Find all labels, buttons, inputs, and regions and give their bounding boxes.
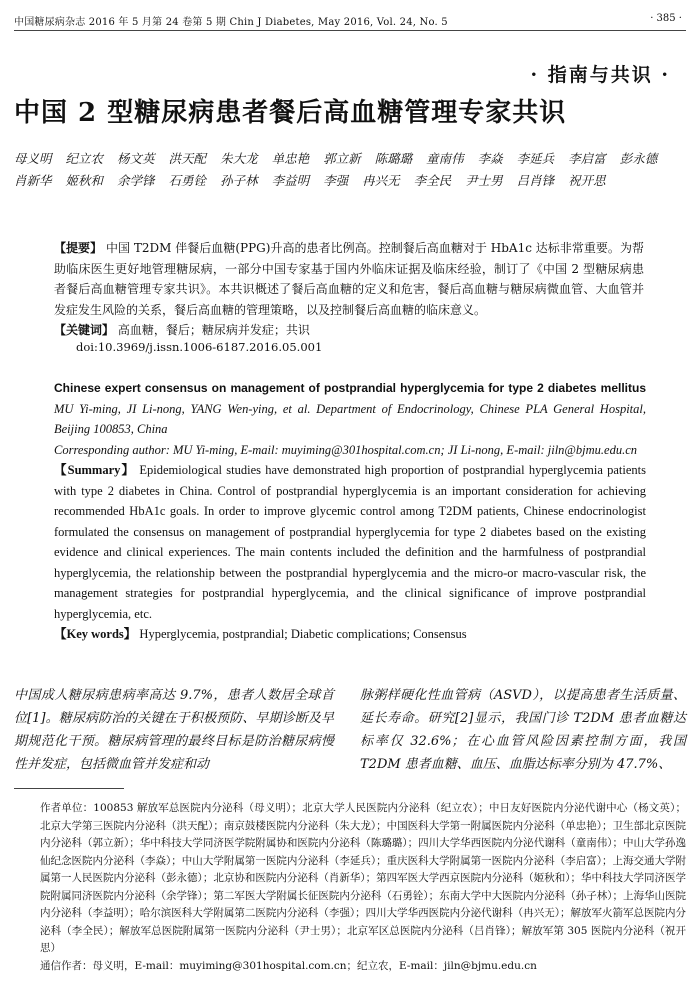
corresponding-author: Corresponding author: MU Yi-ming, E-mail: muyiming@301hospital.com.cn; JI Li-nong, E-mail: jiln@bjmu.edu.cn [54,442,638,457]
author-name: 童南伟 [426,151,464,166]
keywords-text: 高血糖，餐后；糖尿病并发症；共识 [117,323,310,337]
section-label: · 指南与共识 · [530,64,670,86]
author-name: 郭立新 [323,151,361,166]
author-name: 母义明 [14,151,52,166]
author-name: 李延兵 [516,151,555,166]
author-name: 李全民 [413,173,452,188]
author-list [14,148,694,192]
journal-citation: 中国糖尿病杂志 2016 年 5 月第 24 卷第 5 期 Chin J Diabetes, May 2016, Vol. 24, No. 5 [14,17,448,28]
chinese-abstract [54,238,644,341]
summary-text: Epidemiological studies have demonstrated high proportion of postprandial hyperglycemia patients with type 2 diabetes in China. Control of postprandial hyperglycemia is an important consideration for achieving recommended HbA1c goals. In order to improve glycemic control among T2DM patients, Chinese endocrinologist formulated the consensus on management of postprandial hyperglycemia for type 2 diabetes based on the existing evidence and clinical experiences. The main contents included the definition and the harmfulness of postprandial hyperglycemia, the relationship between the postprandial hyperglycemia and the micro-or macro-vascular risk, the management strategies for postprandial hyperglycemia, and the clinical significance of improve postprandial hyperglycemia, etc. [54,463,646,621]
contact-info: 通信作者：母义明，E-mail：muyiming@301hospital.com.cn；纪立农，E-mail：jiln@bjmu.edu.cn [40,959,537,972]
author-name: 杨文英 [117,151,155,166]
footnote [14,800,686,975]
body-column-left: 中国成人糖尿病患病率高达 9.7%，患者人数居全球首位[1]。糖尿病防治的关键在于积极预防、早期诊断及早期规范化干预。糖尿病管理的最终目标是防治糖尿病慢性并发症，包括微血管并发症和动 [14,688,334,772]
author-name: 李强 [323,173,349,188]
english-title: Chinese expert consensus on management of postprandial hyperglycemia for type 2 diabetes mellitus [54,381,646,395]
author-affiliations: 作者单位：100853 解放军总医院内分泌科（母义明）；北京大学人民医院内分泌科（纪立农）；中日友好医院内分泌代谢中心（杨文英）；北京大学第三医院内分泌科（洪天配）；南京鼓楼医院内分泌科（朱大龙）；中国医科大学第一附属医院内分泌科（单忠艳）；卫生部北京医院内分泌科（郭立新）；华中科技大学同济医学院附属协和医院内分泌科（陈璐璐）；四川大学华西医院内分泌代谢科（童南伟）；中山大学孙逸仙纪念医院内分泌科（李焱）；中山大学附属第一医院内分泌科（李延兵）；重庆医科大学附属第一医院内分泌科（李启富）；上海交通大学附属第一人民医院内分泌科（彭永德）；北京协和医院内分泌科（肖新华）；第四军医大学西京医院内分泌科（姬秋和）；华中科技大学同济医学院附属同济医院内分泌科（余学锋）；第二军医大学附属长征医院内分泌科（石勇铨）；东南大学中大医院内分泌科（孙子林）；上海华山医院内分泌科（李益明）；哈尔滨医科大学附属第二医院内分泌科（李强）；四川大学华西医院内分泌代谢科（冉兴无）；解放军火箭军总医院内分泌科（李全民）；解放军总医院附属第一医院内分泌科（尹士男）；北京军区总医院内分泌科（吕肖锋）；解放军第 305 医院内分泌科（祝开思） [40,802,686,954]
author-name: 冉兴无 [362,173,400,188]
author-name: 孙子林 [220,173,258,188]
author-name: 单忠艳 [271,151,310,166]
keywords-label: 【关键词】 [54,323,115,337]
author-name: 祝开思 [568,173,606,188]
abstract-text: 中国 T2DM 伴餐后血糖(PPG)升高的患者比例高。控制餐后高血糖对于 HbA1c 达标非常重要。为帮助临床医生更好地管理糖尿病，一部分中国专家基于国内外临床证据及临床经验，制订了《中国 2 型糖尿病患者餐后高血糖管理专家共识》。本共识概述了餐后高血糖的定义和危害，餐后高血糖与糖尿病微血管、大血管并发症发生风险的关系，餐后高血糖的管理策略，以及控制餐后高血糖的临床意义。 [54,241,644,317]
abstract-label: 【提要】 [54,241,103,255]
author-name: 肖新华 [14,173,52,188]
en-keywords-text: Hyperglycemia, postprandial; Diabetic complications; Consensus [139,627,467,641]
running-header [14,12,686,31]
author-name: 李启富 [568,151,606,166]
author-name: 姬秋和 [65,173,104,188]
english-authors: MU Yi-ming, JI Li-nong, YANG Wen-ying, et al. Department of Endocrinology, Chinese PLA General Hospital, Beijing 100853, China [54,401,646,436]
en-keywords-label: 【Key words】 [54,627,137,641]
author-name: 彭永德 [619,151,658,166]
author-name: 陈璐璐 [374,151,413,166]
footnote-divider [14,788,124,789]
english-abstract [54,378,646,645]
author-name: 李焱 [477,151,503,166]
author-name: 吕肖锋 [516,173,555,188]
author-name: 石勇铨 [168,173,207,188]
author-name: 余学锋 [117,173,155,188]
doi: doi:10.3969/j.issn.1006-6187.2016.05.001 [76,340,323,354]
summary-label: 【Summary】 [54,463,136,477]
author-name: 李益明 [271,173,310,188]
author-name: 尹士男 [465,173,503,188]
page-number: · 385 · [650,13,682,24]
body-column-right: 脉粥样硬化性血管病（ASVD），以提高患者生活质量、延长寿命。研究[2]显示，我国门诊 T2DM 患者血糖达标率仅 32.6%；在心血管风险因素控制方面，我国 T2DM 患者血糖、血压、血脂达标率分别为 47.7%、 [360,688,686,772]
author-name: 朱大龙 [220,151,258,166]
author-name: 洪天配 [168,151,207,166]
author-name: 纪立农 [65,151,104,166]
article-title: 中国 2 型糖尿病患者餐后高血糖管理专家共识 [14,98,567,128]
